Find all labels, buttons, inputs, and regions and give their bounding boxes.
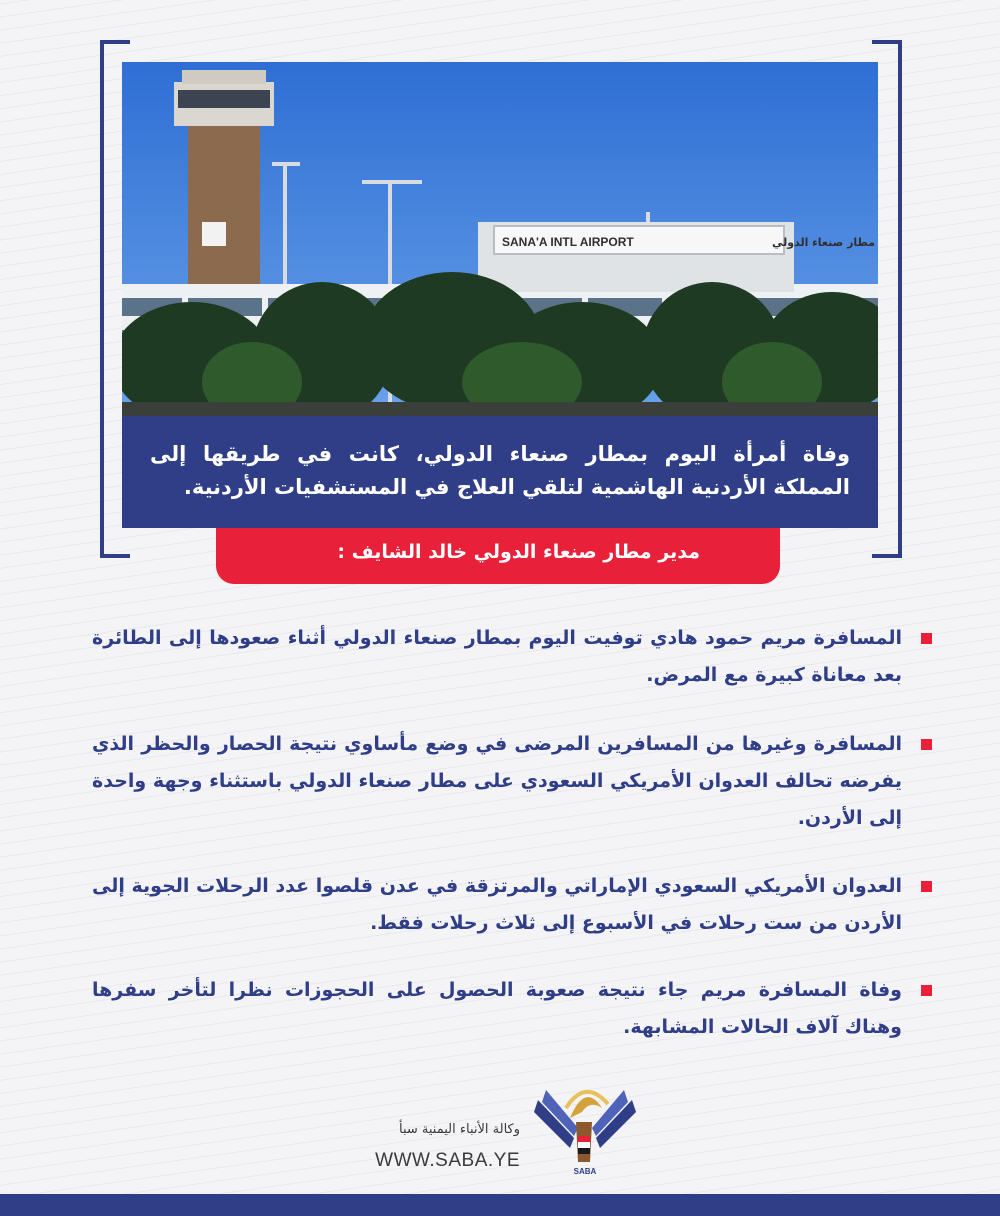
agency-name: وكالة الأنباء اليمنية سبأ	[399, 1122, 520, 1137]
bullet-square-icon	[921, 739, 932, 750]
bottom-bar	[0, 1194, 1000, 1216]
bullet-text: العدوان الأمريكي السعودي الإماراتي والمرتزقة في عدن قلصوا عدد الرحلات الجوية إلى الأردن من ست رحلات في الأسبوع إلى ثلاث رحلات فقط.	[92, 875, 902, 934]
list-item	[92, 868, 940, 942]
bullet-square-icon	[921, 985, 932, 996]
agency-url[interactable]: WWW.SABA.YE	[375, 1150, 520, 1171]
bullet-square-icon	[921, 633, 932, 644]
list-item	[92, 972, 940, 1046]
airport-sign-latin: SANA'A INTL AIRPORT	[502, 235, 634, 249]
list-item	[92, 620, 940, 694]
headline-text: وفاة أمرأة اليوم بمطار صنعاء الدولي، كانت في طريقها إلى المملكة الأردنية الهاشمية لتلقي العلاج في المستشفيات الأردنية.	[150, 442, 850, 499]
headline-box	[122, 416, 878, 528]
airport-photo	[122, 62, 878, 418]
saba-logo	[530, 1078, 640, 1178]
bullet-text: المسافرة مريم حمود هادي توفيت اليوم بمطار صنعاء الدولي أثناء صعودها إلى الطائرة بعد معاناة كبيرة مع المرض.	[92, 627, 902, 686]
list-item	[92, 726, 940, 837]
bullet-square-icon	[921, 881, 932, 892]
airport-sign-arabic: مطار صنعاء الدولي	[772, 236, 876, 249]
bullet-text: المسافرة وغيرها من المسافرين المرضى في وضع مأساوي نتيجة الحصار والحظر الذي يفرضه تحالف العدوان الأمريكي السعودي على مطار صنعاء الدولي باستثناء وجهة واحدة إلى الأردن.	[92, 733, 902, 829]
source-label: مدير مطار صنعاء الدولي خالد الشايف :	[337, 541, 700, 563]
logo-text: SABA	[573, 1167, 597, 1176]
source-attribution	[216, 528, 780, 584]
bullet-text: وفاة المسافرة مريم جاء نتيجة صعوبة الحصول على الحجوزات نظرا لتأخر سفرها وهناك آلاف الحالات المشابهة.	[92, 979, 902, 1038]
